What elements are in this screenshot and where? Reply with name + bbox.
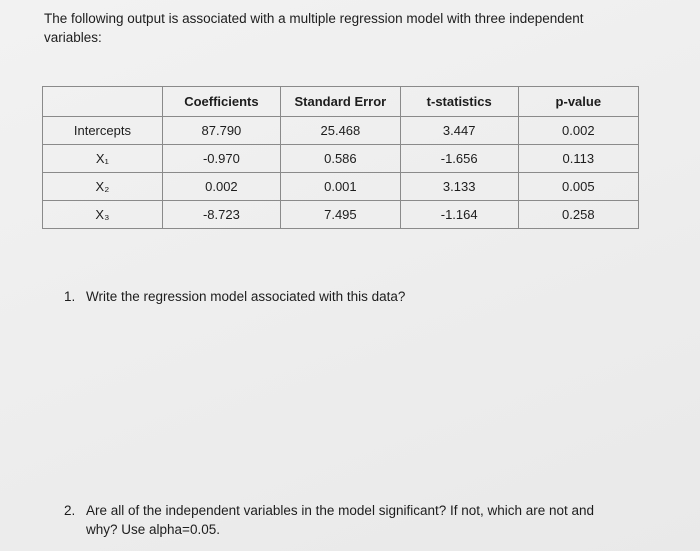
intro-text: [44, 9, 644, 47]
question-1-text: Write the regression model associated with this data?: [86, 289, 406, 304]
question-2-line-1: Are all of the independent variables in the model significant? If not, which are not and: [86, 503, 595, 518]
table-row: [43, 145, 639, 173]
row-label: Intercepts: [43, 117, 163, 145]
t-statistic-cell: 3.133: [400, 173, 518, 201]
intro-line-1: The following output is associated with a multiple regression model with three independent: [44, 11, 584, 26]
standard-error-cell: 0.001: [280, 173, 400, 201]
p-value-cell: 0.005: [518, 173, 638, 201]
row-label: X₂: [43, 173, 163, 201]
question-1: [64, 289, 405, 304]
intro-line-2: variables:: [44, 30, 102, 45]
header-cell-standard-error: Standard Error: [280, 87, 400, 117]
coefficient-cell: -0.970: [162, 145, 280, 173]
table-row: [43, 201, 639, 229]
header-cell-coefficients: Coefficients: [162, 87, 280, 117]
question-1-number: 1.: [64, 289, 76, 304]
p-value-cell: 0.258: [518, 201, 638, 229]
row-label: X₁: [43, 145, 163, 173]
t-statistic-cell: -1.164: [400, 201, 518, 229]
table-row: [43, 173, 639, 201]
question-2-number: 2.: [64, 503, 76, 518]
header-cell-blank: [43, 87, 163, 117]
standard-error-cell: 0.586: [280, 145, 400, 173]
question-2: [64, 501, 664, 539]
header-cell-t-statistics: t-statistics: [400, 87, 518, 117]
row-label: X₃: [43, 201, 163, 229]
table-header-row: [43, 87, 639, 117]
t-statistic-cell: 3.447: [400, 117, 518, 145]
p-value-cell: 0.002: [518, 117, 638, 145]
regression-output-table: [42, 86, 639, 229]
question-2-line-2: why? Use alpha=0.05.: [86, 522, 220, 537]
standard-error-cell: 7.495: [280, 201, 400, 229]
standard-error-cell: 25.468: [280, 117, 400, 145]
p-value-cell: 0.113: [518, 145, 638, 173]
coefficient-cell: 87.790: [162, 117, 280, 145]
t-statistic-cell: -1.656: [400, 145, 518, 173]
coefficient-cell: -8.723: [162, 201, 280, 229]
coefficient-cell: 0.002: [162, 173, 280, 201]
header-cell-p-value: p-value: [518, 87, 638, 117]
table-row: [43, 117, 639, 145]
